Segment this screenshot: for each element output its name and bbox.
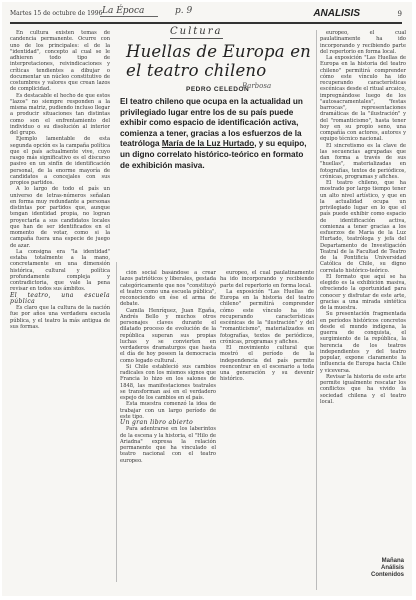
header-rule <box>10 22 402 24</box>
handwritten-byline-note: Barbosa <box>242 82 272 90</box>
newspaper-page <box>2 2 412 596</box>
paragraph: Camila Henríquez, Juan Egaña, Andrés Bello y muchos otros personajes claves durante el dilatado proceso de evolución de la república superan sus propias luchas y se convierten en verdaderos dramaturgos que hasta el día de hoy poseen la democracia como legado cultural. <box>120 307 216 364</box>
paragraph: El movimiento cultural que mostró el período de la independencia del país permite reencontrar en el escenario a toda una generación y su devenir histórico. <box>220 345 314 383</box>
paragraph: Ejemplo lamentable de esta segunda opción es la campaña política que el país actualmente vive, cuyo rasgo más significativo es el discurso pasivo en un sinfín de identificación personal, de la enorme mayoría de candidatos a concejales con sus propios partidos. <box>10 136 110 186</box>
paragraph: Es destacable el hecho de que estos "lazos" no siempre responden a la misma matriz, pudiendo incluso llegar a producir situaciones tan distintas como son el enfrentamiento del individuo o su disolución al interior del grupo. <box>10 92 110 136</box>
subheading: Un gran libro abierto <box>120 419 194 426</box>
teaser-line: Análisis <box>380 565 404 571</box>
paragraph: Esta muestra comenzó la idea de trabajar con un largo período de este tipo. <box>120 401 216 420</box>
paragraph: europeo, el cual paulatinamente ha ido incorporando y recibiendo parte del repertorio en forma local. <box>220 270 314 289</box>
column-middle-1 <box>120 270 216 588</box>
column-middle-2 <box>220 270 314 588</box>
article-byline: PEDRO CELEDON <box>186 86 250 93</box>
article-lead <box>120 97 310 171</box>
paragraph: La exposición "Las Huellas de Europa en la historia del teatro chileno" permitirá comprender cómo este vínculo ha ido recuperando características escénicas de la "ilustración" y del "romanticismo", materializados en fotografías, textos de periódicos, crónicas, programas y afiches. <box>220 288 314 345</box>
paragraph: La exposición "Las Huellas de Europa en la historia del teatro chileno" permitirá comprender cómo este vínculo ha ido recuperando características escénicas desde el ritual arcaico, impregnándose luego de los "autosacramentales", "festas barrocas", representaciones dramáticas de la "ilustración" y del "romanticismo", hasta tener hoy en su propio seno, una compañía con actores, autores y equipo técnico nacional. <box>320 55 406 143</box>
paragraph: A lo largo de todo el país un universo de letras-números señalan en forma muy redundante a personas distintas por partidos que, aunque tengan identidad propia, no logran proyectarla a sus candidatos locales que han de ser identificados en el momento de votar, como si la campaña fuera una especie de juego de azar. <box>10 186 110 249</box>
section-label: Cultura <box>170 26 223 37</box>
next-issue-teaser <box>344 558 404 579</box>
paragraph: Su presentación fragmentada en períodos históricos concretos desde el mundo indígena, la guerra de conquista, el surgimiento de la república, la herencia de los teatros independientes y del teatro popular, expone claramente la influencia de Europa hacia Chile y viceversa. <box>320 311 406 374</box>
handwritten-source-note: La Época <box>100 6 158 17</box>
column-divider <box>116 262 117 582</box>
article-headline: Huellas de Europa en el teatro chileno <box>126 42 311 80</box>
paragraph: Para adentrarse en los laberintos de la escena y la historia, el "Hilo de Ariadna" expresa la relación permanente que ha vinculado el teatro nacional con el teatro europeo. <box>120 426 216 464</box>
paragraph: ción social basándose a crear lazos patrióticos y liberales, gestada categóricamente que nos "constituyó el teatro como una escuela pública", reconociendo en ése el arma de debate. <box>120 270 216 308</box>
lead-text-end: , y su equipo, un digno correlato histórico-teórico en formato de exhibición masiva. <box>120 139 307 170</box>
paragraph: Es claro que la cultura de la nación fue por años una verdadera escuela pública, y el teatro la más antigua de sus formas. <box>10 305 110 330</box>
page-number: 9 <box>397 10 402 18</box>
column-divider <box>316 30 317 590</box>
column-right <box>320 30 406 550</box>
teaser-line: Contenidos <box>371 572 404 578</box>
lead-text-start: El teatro chileno que ocupa en la actualidad un privilegiado lugar entre los de su país puede exhibir como espacio de identificación activa, comienza a tener, gracias a los esfuerzos de la teatróloga <box>120 97 303 149</box>
page-header <box>10 8 402 20</box>
column-left <box>10 30 110 500</box>
paragraph: europeo, el cual paulatinamente ha ido incorporando y recibiendo parte del repertorio en forma local. <box>320 30 406 55</box>
subheading: El teatro, una escuela pública <box>10 291 110 305</box>
issue-date: Martes 15 de octubre de 1996 <box>10 10 103 17</box>
paragraph: En cultura existen temas de candencia permanente. Ocurre con uno de los principales: el de la "identidad", concepto al cual se le adhieren todo tipo de interpretaciones, reivindicaciones y críticas tendientes a dibujar o documentar un núcleo constitutivo de costumbres y valores que crean lazos de complicidad. <box>10 30 110 93</box>
teaser-line: Mañana <box>381 558 404 564</box>
paragraph: El teatro chileno, que ha mostrado por largo tiempo tener un alto nivel artístico, y que en la actualidad ocupa un privilegiado lugar en lo que el país puede exhibir como espacio de identificación activa, comienza a tener gracias a los esfuerzos de María de la Luz Hurtado, teatróloga y jefa del Departamento de Investigación Teatral de la Facultad de Teatro de la Pontificia Universidad Católica de Chile, su digno correlato histórico-teórico. <box>320 180 406 274</box>
paragraph: El formato que aquí se ha elegido es la exhibición masiva, ofreciendo la oportunidad para conocer y disfrutar de este arte, gracias a una mirada sintética de la muestra. <box>320 273 406 311</box>
section-name: ANALISIS <box>313 8 360 19</box>
lead-highlighted-name: María de la Luz Hurtado <box>161 139 255 149</box>
handwritten-page-note: p. 9 <box>175 6 193 16</box>
paragraph: La consigna era "la identidad" estaba totalmente a la mano, concretamente en una dimensión histórica, cultural y política profundamente compleja y contradictoria, que vale la pena revisar en todos sus ámbitos. <box>10 248 110 293</box>
paragraph: Revisar la historia de este arte permite igualmente rescatar los conflictos que ha vivido la sociedad chilena y el teatro local. <box>320 373 406 405</box>
paragraph: El sincretismo es la clave de las secuencias agrupadas que dan forma a través de sus "huellas", materializadas en fotografías, textos de periódicos, crónicas, programas y afiches. <box>320 142 406 180</box>
paragraph: Si Chile estableció sus cambios radicales con los mismos signos que Francia lo hizo en los salones de 1848, las manifestaciones teatrales se transforman así en el verdadero espejo de los cambios en el país. <box>120 363 216 401</box>
